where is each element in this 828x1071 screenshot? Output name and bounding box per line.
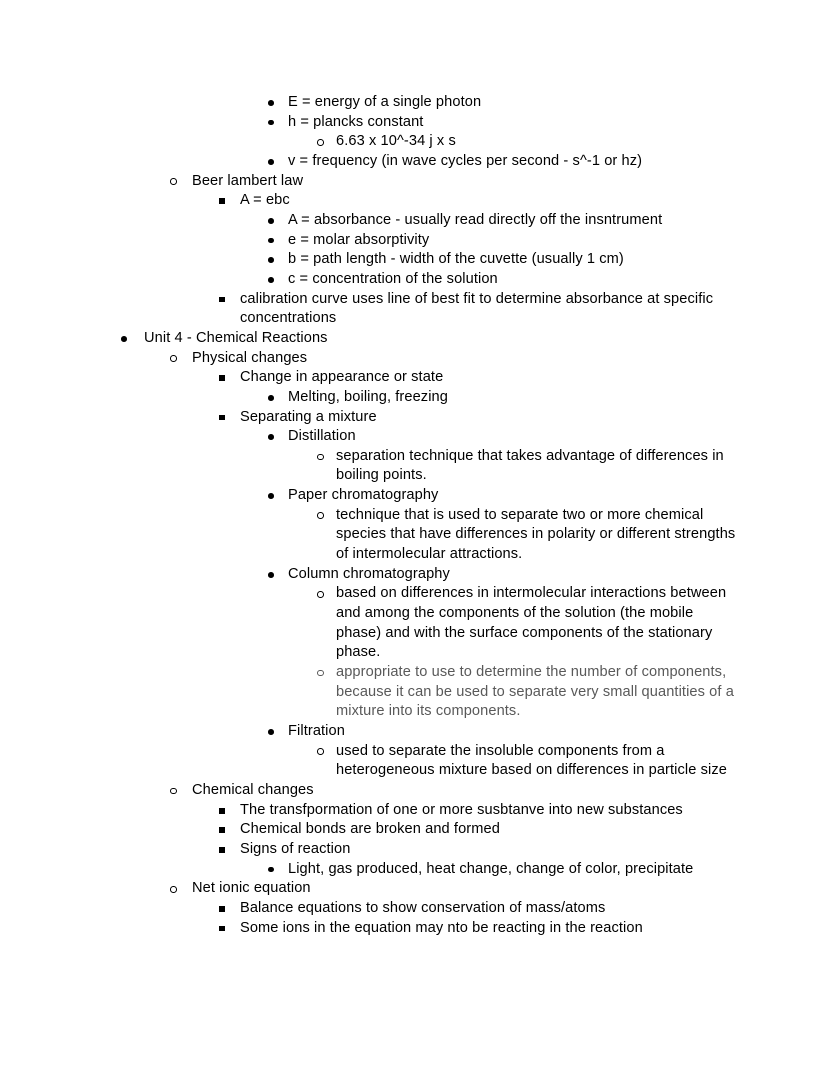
list-item-text: e = molar absorptivity [288,231,430,248]
list-item-text: 6.63 x 10^-34 j x s [336,133,456,150]
list-item [0,742,736,781]
list-item [0,329,736,349]
list-item [0,290,736,329]
list-item [0,93,736,113]
list-item [0,663,736,722]
bullet-disc-icon [268,277,274,283]
list-item [0,231,736,251]
bullet-disc-icon [268,120,274,126]
bullet-square-icon [219,415,225,421]
bullet-circle-icon [170,886,177,893]
list-item-text: appropriate to use to determine the number of components, because it can be used to separate very small quantities of a mixture into its components. [336,664,734,720]
list-item-text: used to separate the insoluble components from a heterogeneous mixture based on differences in particle size [336,742,727,779]
bullet-circle-icon [317,139,324,146]
list-item [0,584,736,663]
bullet-circle-icon [317,454,324,461]
list-item-text: E = energy of a single photon [288,94,482,110]
list-item-text: v = frequency (in wave cycles per second - s^-1 or hz) [288,152,643,169]
list-item [0,132,736,152]
bullet-circle-icon [170,355,177,362]
list-item-text: h = plancks constant [288,113,424,130]
bullet-square-icon [219,906,225,912]
outline-list [0,93,736,938]
list-item [0,486,736,506]
list-item-text: Light, gas produced, heat change, change of color, precipitate [288,860,694,877]
list-item [0,191,736,211]
bullet-circle-icon [317,670,324,677]
list-item [0,113,736,133]
bullet-circle-icon [317,512,324,519]
list-item-text: Distillation [288,428,356,445]
bullet-square-icon [219,198,225,204]
list-item [0,860,736,880]
bullet-disc-icon [268,434,274,440]
list-item-text: Physical changes [192,349,308,366]
list-item [0,820,736,840]
list-item-text: Separating a mixture [240,408,377,425]
list-item-text: based on differences in intermolecular interactions between and among the components of the solution (the mobile phase) and with the surface components of the stationary phase. [336,585,727,661]
list-item [0,270,736,290]
bullet-disc-icon [268,729,274,735]
bullet-circle-icon [317,748,324,755]
list-item-text: Signs of reaction [240,840,351,857]
bullet-disc-icon [268,867,274,873]
bullet-square-icon [219,808,225,814]
list-item [0,427,736,447]
list-item-text: separation technique that takes advantage of differences in boiling points. [336,447,724,484]
list-item [0,349,736,369]
list-item [0,801,736,821]
list-item [0,152,736,172]
list-item [0,899,736,919]
bullet-square-icon [219,847,225,853]
bullet-disc-icon [268,218,274,224]
bullet-disc-icon [268,572,274,578]
list-item [0,565,736,585]
bullet-circle-icon [170,178,177,185]
list-item-text: Change in appearance or state [240,369,444,386]
list-item [0,781,736,801]
bullet-circle-icon [317,591,324,598]
list-item-text: calibration curve uses line of best fit to determine absorbance at specific concentrations [240,290,714,327]
list-item [0,172,736,192]
list-item [0,250,736,270]
bullet-disc-icon [268,257,274,263]
list-item [0,447,736,486]
bullet-disc-icon [121,336,127,342]
bullet-disc-icon [268,159,274,165]
bullet-disc-icon [268,493,274,499]
list-item [0,408,736,428]
list-item-text: Net ionic equation [192,880,311,897]
list-item [0,722,736,742]
list-item [0,919,736,939]
list-item-text: A = absorbance - usually read directly off the insntrument [288,211,663,228]
list-item [0,368,736,388]
list-item-text: technique that is used to separate two or more chemical species that have differences in polarity or different strengths of intermolecular attractions. [336,506,736,563]
bullet-disc-icon [268,100,274,106]
list-item-text: c = concentration of the solution [288,270,498,287]
list-item-text: Some ions in the equation may nto be reacting in the reaction [240,919,643,936]
list-item-text: Balance equations to show conservation of mass/atoms [240,899,606,916]
bullet-disc-icon [268,238,274,244]
list-item-text: Unit 4 - Chemical Reactions [144,329,328,346]
list-item-text: Column chromatography [288,565,450,582]
list-item-text: The transfpormation of one or more susbtanve into new substances [240,801,683,818]
list-item-text: Paper chromatography [288,487,439,504]
list-item-text: Chemical bonds are broken and formed [240,821,500,838]
list-item [0,211,736,231]
list-item-text: Filtration [288,723,345,739]
list-item [0,506,736,565]
list-item-text: Beer lambert law [192,172,304,189]
list-item-text: b = path length - width of the cuvette (usually 1 cm) [288,251,624,268]
bullet-square-icon [219,375,225,381]
bullet-square-icon [219,926,225,932]
list-item [0,840,736,860]
list-item-text: Chemical changes [192,781,314,798]
bullet-square-icon [219,297,225,303]
bullet-disc-icon [268,395,274,401]
bullet-square-icon [219,827,225,833]
list-item [0,879,736,899]
list-item-text: A = ebc [240,192,290,209]
bullet-circle-icon [170,788,177,795]
list-item-text: Melting, boiling, freezing [288,388,448,405]
list-item [0,388,736,408]
